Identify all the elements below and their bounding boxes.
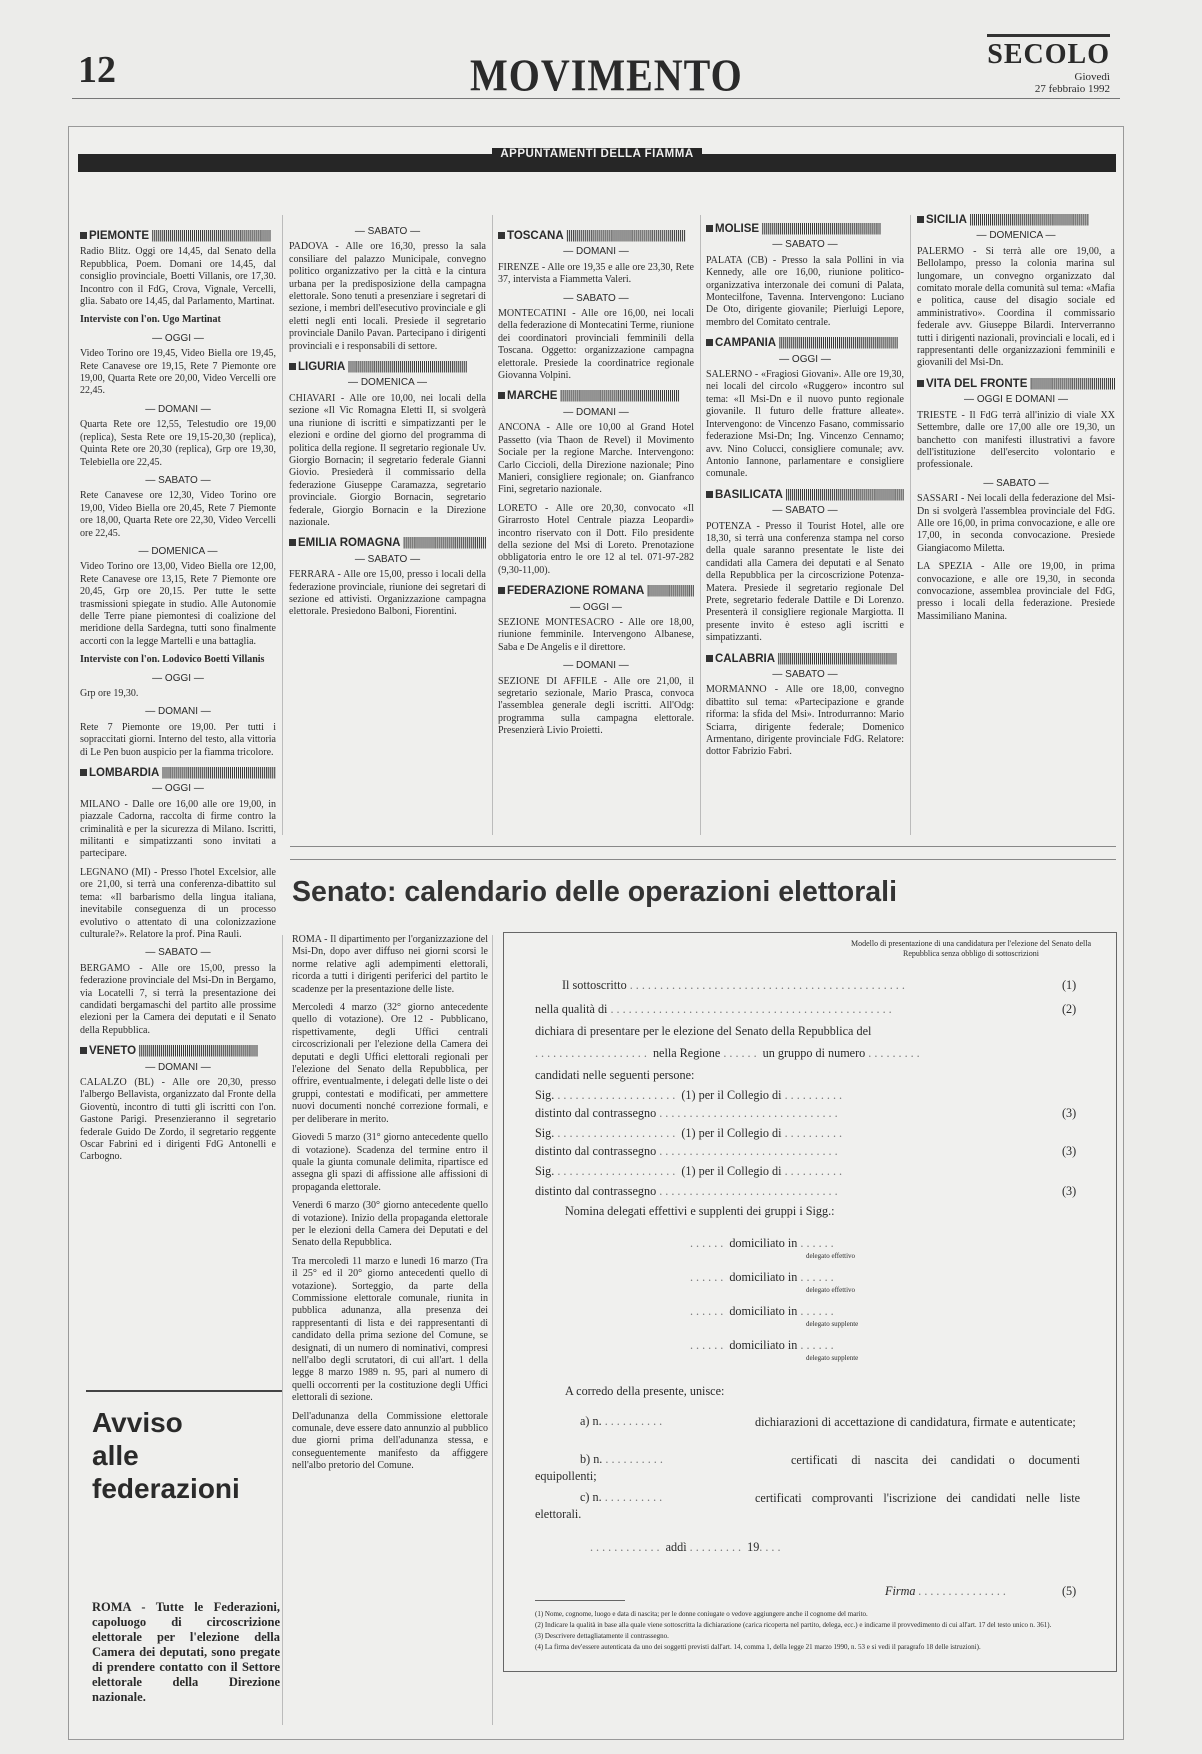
note-marker: (2)	[1062, 1002, 1077, 1016]
fronte-trieste: TRIESTE - Il FdG terrà all'inizio di viale XX Settembre, dalle ore 17,00 alle ore 19,30, un banchetto con manifesti illustrativi a favore dell'istituzione dell'esercito volontario e professionale.	[917, 409, 1115, 471]
fronte-sassari: SASSARI - Nei locali della federazione del Msi-Dn si svolgerà l'assemblea provinciale del FdG. Alle ore 16,00, in prima convocazione, e alle ore 17,00, in seconda convocazione. Presiede Giangiacomo Miletta.	[917, 493, 1115, 554]
delegate-caption: delegato effettivo	[806, 1286, 856, 1294]
form-note: (1) Nome, cognome, luogo e data di nascita; per le donne coniugate o vedove aggiungere anche il cognome del marito.	[535, 1610, 868, 1618]
day-label: — OGGI —	[152, 783, 204, 795]
signature-line: Firma ...............	[885, 1584, 1010, 1598]
delegate-caption: delegato supplente	[806, 1354, 859, 1362]
piemonte-sabato: Rete Canavese ore 12,30, Video Torino ore 19,00, Video Biella ore 20,45, Rete 7 Piemonte ore 18,00, Quarta Rete ore 22,30, Video Vercelli ore 22,45.	[80, 490, 276, 539]
article-paragraph: Mercoledì 4 marzo (32° giorno antecedente quello di votazione). Ore 12 - Pubblicano, rispettivamente, degli Uffici centrali circoscrizionali per l'elezione della Camera dei deputati e degli Uffici elettorali regionali per l'elezione del Senato della Repubblica, per offrire, eventualmente, i delegati delle liste o dei gruppi, contestati e modificati, per ammettere nuovi documenti nonché correzione formali, e per deliberare in merito.	[292, 1002, 488, 1125]
piemonte-sub1: Interviste con l'on. Ugo Martinat	[80, 314, 221, 326]
column-divider	[282, 215, 283, 835]
region-heading: MOLISE ||||||||||||||||||||||||||||||||||||||||||||||||||||||||||||	[706, 223, 904, 235]
form-header: Modello di presentazione di una candidatura per l'elezione del Senato della Repubblica senza obbligo di sottoscrizioni	[850, 939, 1091, 958]
delegate-caption: delegato supplente	[806, 1320, 859, 1328]
day-label: — OGGI —	[779, 353, 831, 365]
piemonte-oggi: Video Torino ore 19,45, Video Biella ore 19,45, Rete Canavese ore 19,15, Rete 7 Piemonte ore 19,00, Quarta Rete ore 20,00, Video Vercelli ore 22,45.	[80, 348, 276, 397]
attachment-a: a) n. ..........	[580, 1414, 666, 1428]
form-line: Nomina delegati effettivi e supplenti dei gruppi i Sigg.:	[565, 1204, 835, 1218]
attachment-b-text: certificati di nascita dei candidati o documenti equipollenti;	[535, 1453, 1080, 1483]
region-heading: CALABRIA ||||||||||||||||||||||||||||||||||||||||||||||||||||||||||||	[706, 653, 904, 665]
column-divider	[700, 215, 701, 835]
day-label: — DOMANI —	[145, 706, 211, 718]
senato-article-body	[292, 934, 488, 1724]
note-marker: (3)	[1062, 1144, 1077, 1158]
day-label: — OGGI —	[152, 672, 204, 684]
day-label: — DOMENICA —	[348, 377, 427, 389]
attachment-a-text: dichiarazioni di accettazione di candidatura, firmate e autenticate;	[755, 1415, 1076, 1429]
article-paragraph: ROMA - Il dipartimento per l'organizzazione del Msi-Dn, dopo aver diffuso nei giorni scorsi le norme relative agli adempimenti elettorali, ricorda a tutti i dirigenti periferici del partito le scadenze per la presentazione delle liste.	[292, 934, 488, 995]
piemonte-intro: Radio Blitz. Oggi ore 14,45, dal Senato della Repubblica, Poem. Domani ore 14,45, dal consiglio provinciale, Boetti Villanis, ore 17,30. Incontro con il FdG, Crova, Vignale, Vercelli, glia. Sabato ore 14,45, dal Parlamento, Martinat.	[80, 246, 276, 308]
column-2	[289, 222, 486, 842]
column-4	[706, 215, 904, 842]
article-paragraph: Venerdì 6 marzo (30° giorno antecedente quello di votazione). Inizio della propaganda elettorale per le elezioni della Camera dei Deputati e del Senato della Repubblica.	[292, 1200, 488, 1249]
note-marker: (5)	[1062, 1584, 1077, 1598]
note-marker: (3)	[1062, 1106, 1077, 1120]
piemonte-domani: Quarta Rete ore 12,55, Telestudio ore 19,00 (replica), Sesta Rete ore 19,15-20,30 (replica), Quinta Rete ore 20,30 (replica), Grp ore 19,30, Telebiella ore 22,45.	[80, 419, 276, 468]
day-label: — DOMANI —	[145, 403, 211, 415]
calabria-mormanno: MORMANNO - Alle ore 18,00, convegno dibattito sul tema: «Partecipazione e grande riforma: la sfida del Msi». Introdurranno: Mario Sciarra, dirigente federale; Domenico Armentano, dirigente provinciale FdG. Relatore: dottor Fabrizio Fabri.	[706, 684, 904, 758]
marche-ancona: ANCONA - Alle ore 10,00 al Grand Hotel Passetto (via Thaon de Revel) il Movimento Sociale per la regione Marche. Intervengono: Carlo Ciccioli, della Direzione nazionale; Pino Manieri, consigliere regionale; on. Gianfranco Fini, segretario nazionale.	[498, 422, 694, 496]
attachment-c: c) n. ..........	[580, 1490, 666, 1504]
column-divider	[910, 215, 911, 835]
day-label: — OGGI E DOMANI —	[964, 394, 1068, 406]
article-rule	[290, 846, 1116, 860]
region-heading: TOSCANA ||||||||||||||||||||||||||||||||||||||||||||||||||||||||||||	[498, 230, 694, 242]
band-title: APPUNTAMENTI DELLA FIAMMA	[492, 148, 701, 160]
form-line: candidati nelle seguenti persone:	[535, 1068, 695, 1082]
region-heading: LIGURIA ||||||||||||||||||||||||||||||||||||||||||||||||||||||||||||	[289, 361, 486, 373]
region-heading: PIEMONTE ||||||||||||||||||||||||||||||||||||||||||||||||||||||||||||	[80, 230, 276, 242]
region-heading: VENETO ||||||||||||||||||||||||||||||||||||||||||||||||||||||||||||	[80, 1045, 276, 1057]
avviso-rule	[86, 1390, 282, 1392]
masthead-rule	[72, 98, 1120, 99]
emilia-ferrara: FERRARA - Alle ore 15,00, presso i locali della federazione provinciale, riunione dei segretari di sezione ed attivisti. Organizzazione campagna elettorale. Presiedono Balboni, Fiorentini.	[289, 569, 486, 618]
day-label: — OGGI —	[570, 601, 622, 613]
day-label: — SABATO —	[983, 477, 1049, 489]
region-heading: BASILICATA ||||||||||||||||||||||||||||||||||||||||||||||||||||||||||||	[706, 489, 904, 501]
sicilia-palermo: PALERMO - Si terrà alle ore 19,00, a Bellolampo, presso la colonia marina sul lungomare, un convegno organizzato dal comitato morale della comunità sul tema: «Mafia e politica, cause del disagio sociale ed amministrativo». Coordina il commissario federale avv. Giuseppe Bilardi. Interverranno tutti i dirigenti nazionali, provinciali e locali, ed i rappresentanti delle organizzazioni femminili e giovanili del Msi-Dn.	[917, 245, 1115, 369]
day-label: — SABATO —	[354, 553, 421, 565]
day-label: — SABATO —	[563, 292, 629, 304]
form-line: Sig. .................... (1) per il Collegio di ..........	[535, 1164, 846, 1178]
section-title: MOVIMENTO	[470, 49, 743, 101]
day-label: — DOMANI —	[563, 406, 629, 418]
page-number: 12	[78, 49, 116, 91]
column-divider	[282, 935, 283, 1725]
lombardia-bergamo: BERGAMO - Alle ore 15,00, presso la federazione provinciale del Msi-Dn in Bergamo, via Locatelli 7, si terrà la presentazione dei candidati bergamaschi del partito alle prossime elezioni per la Camera dei deputati e il Senato della Repubblica.	[80, 962, 276, 1036]
delegate-line: ...... domiciliato in ......	[690, 1270, 837, 1284]
region-heading: EMILIA ROMAGNA ||||||||||||||||||||||||||||||||||||||||||||||||||||||||||||	[289, 537, 486, 549]
avviso-title-line: alle	[92, 1440, 139, 1471]
piemonte-domenica: Video Torino ore 13,00, Video Biella ore 12,00, Rete Canavese ore 13,15, Rete 7 Piemonte ore 20,45, Grp ore 20,15. Per tutte le sette trasmissioni spiegate in studio. Alle Autonomie delle Terre piane piemontesi di coalizione del meridione della Sardegna, tutti sono finalmente accorti con la legge Martelli e una battaglia.	[80, 561, 276, 647]
form-line: A corredo della presente, unisce:	[565, 1384, 725, 1398]
attachment-b: b) n. ..........	[580, 1452, 666, 1466]
day-label: — OGGI —	[152, 332, 204, 344]
veneto-padova: PADOVA - Alle ore 16,30, presso la sala consiliare del palazzo Municipale, convegno politico organizzativo per la città e la cintura urbana per la predisposizione della campagna elettorale. Sono tenuti a presenziare i segretari di sezione, i membri dell'esecutivo provinciale e gli eletti negli enti locali. Presiede il segretario provinciale Danilo Pavan. Partecipano i dirigenti provinciali e i responsabili di settore.	[289, 241, 486, 352]
attachment-c-text: certificati comprovanti l'iscrizione dei candidati nelle liste elettorali.	[535, 1491, 1080, 1521]
liguria-chiavari: CHIAVARI - Alle ore 10,00, nei locali della sezione «Il Vic Romagna Eletti II, si svolgerà una riunione di iscritti e simpatizzanti per le elezioni e ordine del giorno del programma di politica della regione. Il segretario regionale Uv. Giorgio Bornacin; il segretario federale Gianni Giovio. Presiederà il commissario della federazione Giuseppe Caramazza, segretario provinciale. Giorgio Bornacin, segretario federale, Giorgio Bornacin e la Direzione nazionale.	[289, 392, 486, 528]
day-label: — SABATO —	[772, 505, 838, 517]
day-label: — DOMANI —	[563, 660, 629, 672]
column-divider	[492, 935, 493, 1725]
fronte-laspezia: LA SPEZIA - Alle ore 19,00, in prima convocazione, e alle ore 19,30, in seconda convocazione, assemblea provinciale del FdG, presso i locali della federazione. Presiede Massimiliano Manina.	[917, 561, 1115, 622]
date-line: ............ addì ......... 19....	[590, 1540, 784, 1554]
toscana-montecatini: MONTECATINI - Alle ore 16,00, nei locali della federazione di Montecatini Terme, riunione dei coordinatori provinciali femminili della Toscana. Oggetto: organizzazione campagna elettorale. Presiede la coordinatrice regionale Giovanna Volpini.	[498, 308, 694, 382]
article-paragraph: Dell'adunanza della Commissione elettorale comunale, deve essere dato annunzio al pubblico due giorni prima dell'adunanza stessa, e conseguentemente manifesto da affiggere nell'albo pretorio del Comune.	[292, 1410, 488, 1472]
avviso-title-line: federazioni	[92, 1473, 240, 1504]
form-line: distinto dal contrassegno ..............................	[535, 1144, 841, 1158]
region-heading: FEDERAZIONE ROMANA ||||||||||||||||||||||||||||||||||||||||||||||||||||||||||||	[498, 585, 694, 597]
campania-salerno: SALERNO - «Fragiosi Giovani». Alle ore 19,30, nei locali del circolo «Ruggero» incontro sul tema: «Il Msi-Dn e il nuovo punto regionale giovanile. Il futuro delle fratture alleate». Intervengono: de Vincenzo Fasano, commissario federazione Msi-Dn; Ing. Vincenzo Cennamo; avv. Nino Colucci, consigliere comunale; avv. Antonio Iannone, parlamentare e consigliere comunale.	[706, 369, 904, 480]
article-title: Senato: calendario delle operazioni elettorali	[292, 876, 897, 908]
form-line: Sig. .................... (1) per il Collegio di ..........	[535, 1126, 846, 1140]
lombardia-milano: MILANO - Dalle ore 16,00 alle ore 19,00, in piazzale Cadorna, raccolta di firme contro la criminalità e per la sicurezza di Milano. Iscritti, militanti e simpatizzanti sono invitati a partecipare.	[80, 798, 276, 860]
region-heading: LOMBARDIA ||||||||||||||||||||||||||||||||||||||||||||||||||||||||||||	[80, 767, 276, 779]
column-1	[80, 222, 276, 1382]
form-note: (2) Indicare la qualità in base alla quale viene sottoscritta la dichiarazione (carica ricoperta nel partito, delega, ecc.) e indicarne il provvedimento di cui all'art. 17 del testo unico n. 361).	[535, 1621, 1052, 1629]
issue-date: 27 febbraio 1992	[1034, 83, 1110, 95]
day-label: — DOMANI —	[145, 1061, 211, 1073]
form-line: nella qualità di ...............................................	[535, 1002, 895, 1016]
day-label: — SABATO —	[145, 474, 211, 486]
piemonte-domani2: Rete 7 Piemonte ore 19,00. Per tutti i sopraccitati giorni. Interno del testo, alla vittoria di Le Pen buon auspicio per la fiamma tricolore.	[80, 721, 276, 758]
day-label: — DOMANI —	[563, 246, 629, 258]
roma-montesacro: SEZIONE MONTESACRO - Alle ore 18,00, riunione femminile. Intervengono Albanese, Saba e De Angelis e il direttore.	[498, 616, 694, 653]
paper-masthead	[987, 34, 1110, 95]
piemonte-oggi2: Grp ore 19,30.	[80, 688, 139, 699]
day-label: — SABATO —	[772, 669, 838, 680]
delegate-line: ...... domiciliato in ......	[690, 1338, 837, 1352]
piemonte-sub2: Interviste con l'on. Lodovico Boetti Villanis	[80, 654, 265, 666]
column-3	[498, 222, 694, 842]
day-label: — DOMENICA —	[138, 545, 218, 557]
avviso-body: ROMA - Tutte le Federazioni, capoluogo di circoscrizione elettorale per l'elezione della Camera dei deputati, sono pregate di prendere contatto con il Settore elettorale della Direzione nazionale.	[92, 1600, 280, 1704]
delegate-line: ...... domiciliato in ......	[690, 1304, 837, 1318]
candidature-form	[503, 932, 1117, 1672]
day-label: — SABATO —	[772, 239, 838, 251]
form-line: distinto dal contrassegno ..............................	[535, 1184, 841, 1198]
form-line: ................... nella Regione ...... un gruppo di numero .........	[535, 1046, 923, 1060]
avviso-title	[92, 1406, 240, 1505]
region-heading: SICILIA ||||||||||||||||||||||||||||||||||||||||||||||||||||||||||||	[917, 214, 1115, 226]
note-marker: (3)	[1062, 1184, 1077, 1198]
marche-loreto: LORETO - Alle ore 20,30, convocato «Il Girarrosto Hotel Centrale piazza Leopardi» incontro riservato con il Dott. Filo presidente della sezione del Msi di Loreto. Prenotazione obbligatoria entro le ore 12 al tel. 071-97-282 (9,30-11,00).	[498, 502, 694, 576]
molise-palata: PALATA (CB) - Presso la sala Pollini in via Kennedy, alle ore 16,00, riunione politico-organizzativa interzonale dei comuni di Palata, Montecilfone, Tavenna. Intervengono: Luciano De Oto, dirigente giovanile; Pierluigi Lepore, membro del Comitato centrale.	[706, 254, 904, 328]
notes-rule	[535, 1600, 625, 1601]
toscana-firenze: FIRENZE - Alle ore 19,35 e alle ore 23,30, Rete 37, intervista a Fiammetta Valeri.	[498, 261, 694, 286]
region-heading: CAMPANIA ||||||||||||||||||||||||||||||||||||||||||||||||||||||||||||	[706, 337, 904, 349]
section-band	[78, 148, 1116, 172]
form-line: distinto dal contrassegno ..............................	[535, 1106, 841, 1120]
delegate-caption: delegato effettivo	[806, 1252, 856, 1260]
form-line: Il sottoscritto ..............................................	[562, 978, 908, 992]
lombardia-legnano: LEGNANO (MI) - Presso l'hotel Excelsior, alle ore 21,00, si terrà una conferenza-dibattito sul tema: «Il barbarismo della lingua italiana, inevitabile conseguenza di un processo evolutivo o attentato di una colonizzazione culturale?». Relatore la prof. Pina Rauli.	[80, 866, 276, 940]
form-line: dichiara di presentare per le elezione del Senato della Repubblica del	[535, 1024, 872, 1038]
column-divider	[492, 215, 493, 835]
avviso-title-line: Avviso	[92, 1407, 183, 1438]
delegate-line: ...... domiciliato in ......	[690, 1236, 837, 1250]
region-heading: VITA DEL FRONTE ||||||||||||||||||||||||||||||||||||||||||||||||||||||||||||	[917, 378, 1115, 390]
paper-name: SECOLO	[987, 34, 1110, 71]
roma-affile: SEZIONE DI AFFILE - Alle ore 21,00, il segretario sezionale, Mario Prasca, convoca l'assemblea generale degli iscritti. All'Odg: programma sulla campagna elettorale. Presenzierà Livio Proietti.	[498, 675, 694, 737]
day-label: — SABATO —	[354, 226, 421, 237]
form-notes	[535, 1610, 1083, 1654]
region-heading: MARCHE ||||||||||||||||||||||||||||||||||||||||||||||||||||||||||||	[498, 390, 694, 402]
veneto-calalzo: CALALZO (BL) - Alle ore 20,30, presso l'albergo Bellavista, organizzato dal Fronte della Gioventù, incontro di tutti gli iscritti con l'on. Gastone Parigi. Presenzieranno il segretario federale Guido De Zordo, il segretario reggente Oscar Fabrini ed i dirigenti FdG Antonelli e Carbogno.	[80, 1076, 276, 1163]
form-line: Sig. .................... (1) per il Collegio di ..........	[535, 1088, 846, 1102]
article-paragraph: Tra mercoledì 11 marzo e lunedì 16 marzo (Tra il 25° ed il 20° giorno antecedenti quello di votazione). Sorteggio, da parte della Commissione elettorale comunale, riunita in pubblica adunanza, alla presenza dei rappresentanti di lista e dei rappresentanti di candidato della prima sezione del Comune, se designati, di un numero di nominativi, compresi nell'albo degli scrutatori, di cui all'art. 1 della legge 8 marzo 1989 n. 95, pari al numero di quelli occorrenti per la costituzione degli Uffici elettorali di sezione.	[292, 1255, 488, 1404]
note-marker: (1)	[1062, 978, 1077, 992]
day-label: — SABATO —	[145, 947, 211, 959]
form-note: (3) Descrivere dettagliatamente il contrassegno.	[535, 1632, 669, 1640]
day-label: — DOMENICA —	[976, 230, 1056, 242]
article-paragraph: Giovedì 5 marzo (31° giorno antecedente quello di votazione). Scadenza del termine entro il quale la giunta comunale delimita, ripartisce ed assegna gli spazi di affissione alle affissioni di propaganda elettorale.	[292, 1132, 488, 1193]
issue-day: Giovedì	[1074, 71, 1110, 83]
column-5	[917, 206, 1115, 842]
form-note: (4) La firma dev'essere autenticata da uno dei soggetti previsti dall'art. 14, comma 1, della legge 21 marzo 1990, n. 53 e si vedi il paragrafo 18 delle istruzioni).	[535, 1643, 981, 1651]
basilicata-potenza: POTENZA - Presso il Tourist Hotel, alle ore 18,30, si terrà una conferenza stampa nel corso della quale saranno presentate le liste dei candidati alla Camera dei deputati e al Senato della Repubblica per la circoscrizione Potenza-Matera. Presiede il segretario regionale Del Prete, segretario federale Dattile e Di Lorenzo. Presenterà il consigliere regionale Margiotta. Il presente invito è esteso agli iscritti e simpatizzanti.	[706, 520, 904, 644]
